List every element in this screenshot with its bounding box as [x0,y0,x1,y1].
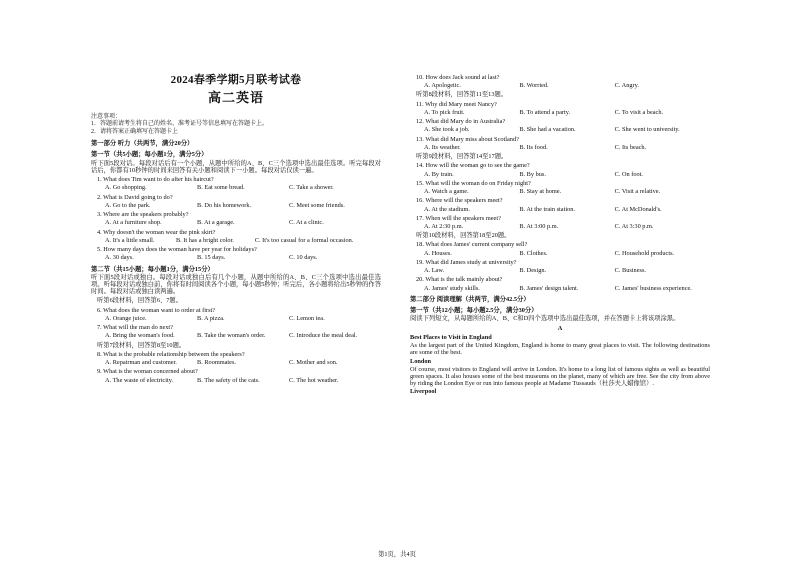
option: A. Bring the woman's food. [105,332,175,340]
passage-intro: As the largest part of the United Kingdom, England is home to many great places to visit. The following destinations are some of the best. [410,342,710,357]
option: A. Go shopping. [105,184,147,192]
question-2-options [105,202,381,209]
passage-title: Best Places to Visit in England [410,333,492,341]
listening-note-6: 听第6段材料，回答第6、7题。 [97,297,183,305]
question-16: 16. Where will the speakers meet? [416,197,503,205]
question-7-options [105,332,381,339]
option: C. It's too casual for a formal occasion. [254,236,354,244]
exam-title: 2024春季学期5月联考试卷 [170,74,302,86]
option: C. 10 days. [289,254,318,262]
option: B. Design. [519,267,547,275]
question-6-options [105,315,381,322]
option: B. By bus. [519,170,546,178]
option: C. At a clinic. [289,219,324,227]
option: A. Apologetic. [424,82,461,90]
option: C. James' business experience. [614,284,692,292]
option: B. At the train station. [519,205,575,213]
option: A. The waste of electricity. [105,376,174,384]
london-heading: London [410,357,432,365]
option: B. Eat some bread. [197,184,245,192]
question-19-options [424,267,710,274]
part1-heading: 第一部分 听力（共两节，满分20分） [91,140,194,148]
notice-line-1: 1．答题前请考生将自己的姓名、准考证号等信息填写在答题卡上。 [91,121,269,128]
option: B. Clothes. [519,249,548,257]
option: C. Meet some friends. [289,201,345,209]
option: C. She went to university. [614,126,680,134]
option: A. Houses. [424,249,452,257]
option: C. The hot weather. [289,376,339,384]
option: C. To visit a beach. [614,108,664,116]
question-18-options [424,250,710,257]
option: B. The safety of the cats. [197,376,260,384]
listening-note-10: 听第10段材料，回答第18至20题。 [416,232,511,240]
notice-label: 注意事项： [91,113,122,120]
question-9-options [105,377,381,384]
question-10-options [424,82,710,89]
part1-sec1-heading: 第一节（共5小题；每小题1分，满分5分） [91,151,208,159]
option: B. 15 days. [197,254,226,262]
question-1-options [105,184,381,191]
part2-sec1-heading: 第一节（共12小题；每小题2.5分，满分30分） [410,307,538,315]
question-15: 15. What will the woman do on Friday night? [416,179,531,187]
option: B. To attend a party. [519,108,571,116]
option: A. At 2:30 p.m. [424,222,464,230]
question-10: 10. How does Jack sound at last? [416,74,500,81]
question-20-options [424,285,710,292]
part1-sec1-instructions: 听下面5段对话。每段对话后有一个小题，从题中所给的A、B、C三个选项中选出最佳选项。听完每段对话后，你都有10秒钟的时间来回答有关小题和阅读下一小题。每段对话仅读一遍。 [91,159,381,174]
question-4-options [105,237,381,244]
option: B. Worried. [519,82,549,90]
option: B. A pizza. [197,314,225,322]
question-18: 18. What does James' current company sell? [416,241,528,249]
question-9: 9. What is the woman concerned about? [97,368,198,376]
option: A. Go to the park. [105,201,151,209]
london-text: Of course, most visitors to England will arrive in London. It's home to a long list of famous sights as well as beautiful green spaces. It also houses some of the best museums on the planet, many of which are free. See the city from above by riding the London Eye or run into famous people at Madame Tussauds（杜莎夫人蜡像馆）. [410,365,710,388]
exam-subtitle: 高二英语 [207,89,264,105]
right-column [410,72,710,396]
option: A. James' study skills. [424,284,480,292]
option: C. Business. [614,267,646,275]
option: C. Its beach. [614,143,647,151]
option: B. James' design talent. [519,284,579,292]
question-2: 2. What is David going to do? [97,193,173,201]
option: C. Introduce the meal deal. [289,332,358,340]
question-5: 5. How many days does the woman have per year for holidays? [97,246,257,254]
page-footer: 第1页，共4页 [378,551,416,558]
listening-note-9: 听第9段材料，回答第14至17题。 [416,153,508,161]
question-12-options [424,126,710,133]
question-8-options [105,359,381,366]
question-6: 6. What does the woman want to order at first? [97,306,216,314]
part1-sec2-heading: 第二节（共15小题；每小题1分，满分15分） [91,265,214,273]
option: C. Take a shower. [289,184,334,192]
question-7: 7. What will the man do next? [97,324,173,332]
option: A. Repairman and customer. [105,359,177,367]
option: C. Angry. [614,82,639,90]
question-13: 13. What did Mary miss about Scotland? [416,135,519,143]
option: C. At 3:30 p.m. [614,222,654,230]
question-1: 1. What does Tim want to do after his haircut? [97,176,214,184]
question-13-options [424,144,710,151]
question-11: 11. Why did Mary meet Nancy? [416,100,497,108]
option: A. Orange juice. [105,314,147,322]
option: A. 30 days. [105,254,134,262]
option: C. On foot. [614,170,643,178]
option: B. Its food. [519,143,548,151]
option: A. By train. [424,170,454,178]
option: B. At 3:00 p.m. [519,222,559,230]
part1-sec2-instructions: 听下面5段对话或独白。每段对话或独白后有几个小题，从题中所给的A、B、C三个选项中选出最佳选项。听每段对话或独白前，你将有时间阅读各个小题，每小题5秒钟；听完后，各小题将给出5秒钟的作答时间。每段对话或独白读两遍。 [91,273,381,296]
question-17-options [424,223,710,230]
liverpool-heading: Liverpool [410,388,437,396]
option: C. Mother and son. [289,359,338,367]
option: A. It's a little small. [105,236,155,244]
question-4: 4. Why doesn't the woman wear the pink skirt? [97,228,216,236]
question-14-options [424,171,710,178]
question-16-options [424,206,710,213]
option: C. Household products. [614,249,675,257]
option: B. Do his homework. [197,201,252,209]
option: B. She had a vacation. [519,126,576,134]
question-17: 17. When will the speakers meet? [416,214,501,222]
part2-instructions: 阅读下列短文，从每题所给的A、B、C和D四个选项中选出最佳选项，并在答题卡上将该项涂黑。 [410,315,680,323]
option: A. Watch a game. [424,188,469,196]
option: B. Stay at home. [519,188,562,196]
question-19: 19. What did James study at university? [416,258,517,266]
question-3: 3. Where are the speakers probably? [97,211,189,219]
option: B. It has a bright color. [175,236,234,244]
question-3-options [105,219,381,226]
question-12: 12. What did Mary do in Australia? [416,118,506,126]
left-column [91,74,381,384]
option: C. Lemon tea. [289,314,325,322]
option: A. She took a job. [424,126,470,134]
option: C. Visit a relative. [614,188,661,196]
question-20: 20. What is the talk mainly about? [416,276,503,284]
question-14: 14. How will the woman go to see the game? [416,162,530,170]
option: B. At a garage. [197,219,235,227]
listening-note-8: 听第8段材料，回答第11至13题。 [416,91,508,99]
passage-letter: A [557,324,563,332]
notice-line-2: 2．请将答案正确填写在答题卡上 [91,129,179,136]
option: A. Law. [424,267,445,275]
listening-note-7: 听第7段材料，回答第8至10题。 [97,341,186,349]
question-11-options [424,109,710,116]
option: B. Take the woman's order. [197,332,266,340]
option: C. At McDonald's. [614,205,662,213]
part2-heading: 第二部分 阅读理解（共两节，满分42.5分） [410,295,530,303]
option: A. At the stadium. [424,205,470,213]
question-5-options [105,254,381,261]
option: B. Roommates. [197,359,237,367]
option: A. Its weather. [424,143,461,151]
question-8: 8. What is the probable relationship between the speakers? [97,350,245,358]
question-15-options [424,188,710,195]
option: A. To pick fruit. [424,108,465,116]
option: A. At a furniture shop. [105,219,162,227]
